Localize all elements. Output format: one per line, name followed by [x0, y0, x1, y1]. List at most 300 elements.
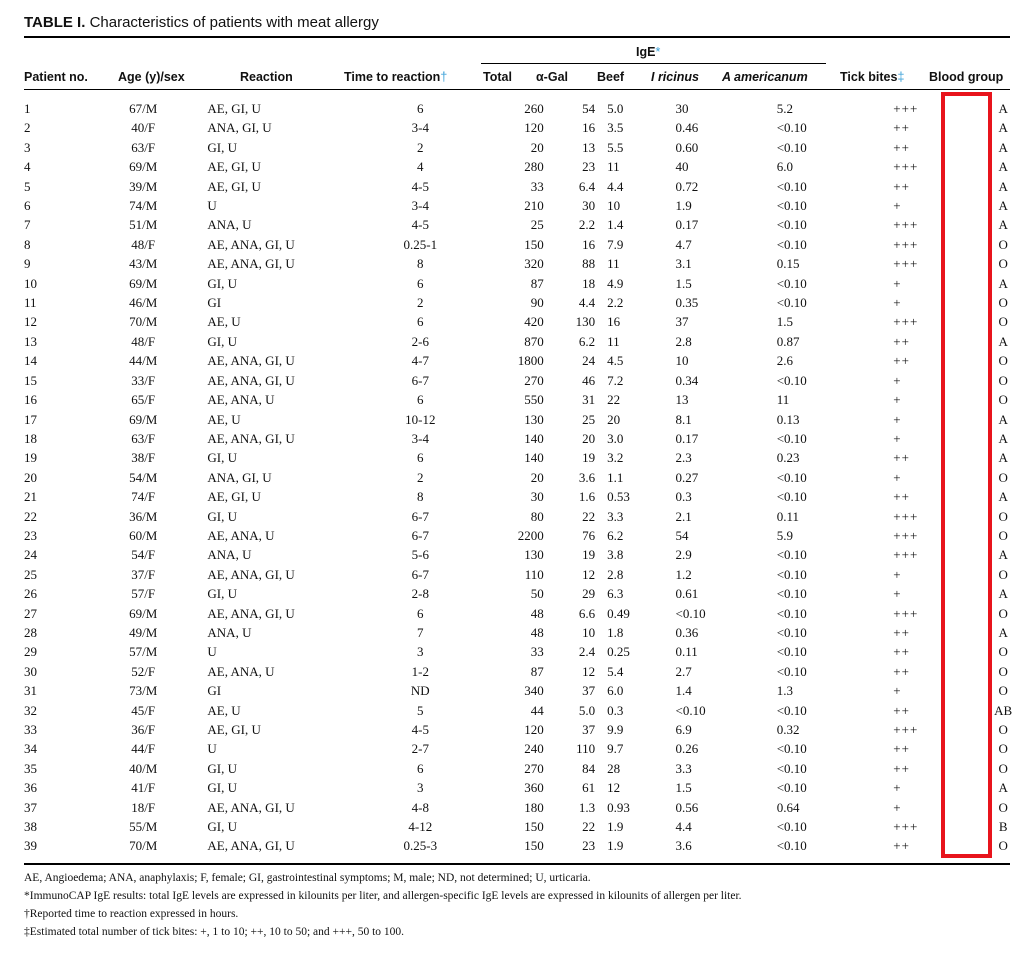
- blood-group-cell: A: [998, 217, 1008, 233]
- aamericanum-cell: <0.10: [776, 372, 807, 388]
- blood-group-cell: A: [998, 198, 1008, 214]
- reaction-cell: AE, ANA, GI, U: [207, 256, 295, 272]
- table-row: [24, 448, 1024, 467]
- table-row: [24, 196, 1024, 215]
- age-sex-cell: 40/M: [129, 760, 158, 776]
- age-sex-cell: 70/M: [129, 314, 158, 330]
- footnote-abbreviations: AE, Angioedema; ANA, anaphylaxis; F, female; GI, gastrointestinal symptoms; M, male; ND, not determined; U, urticaria.: [24, 872, 591, 884]
- reaction-cell: AE, ANA, U: [207, 663, 275, 679]
- aamericanum-cell: <0.10: [776, 644, 807, 660]
- agal-cell: 23: [582, 159, 596, 175]
- col-tick-bites: Tick bites‡: [840, 70, 905, 84]
- tick-bites-cell: +++: [893, 217, 919, 233]
- patient-no-cell: 24: [24, 547, 37, 563]
- reaction-cell: U: [207, 741, 217, 757]
- table-row: [24, 390, 1024, 409]
- beef-cell: 11: [607, 159, 620, 175]
- reaction-cell: AE, ANA, GI, U: [207, 353, 295, 369]
- time-cell: 6-7: [411, 508, 429, 524]
- total-ige-cell: 150: [524, 236, 544, 252]
- iricinus-cell: 3.1: [675, 256, 692, 272]
- time-cell: 4: [417, 159, 424, 175]
- reaction-cell: GI, U: [207, 819, 238, 835]
- footnote-tick-bites: ‡Estimated total number of tick bites: +, 1 to 10; ++, 10 to 50; and +++, 50 to 100.: [24, 926, 405, 938]
- iricinus-cell: 0.61: [675, 586, 699, 602]
- time-cell: 4-5: [411, 722, 429, 737]
- time-cell: 7: [417, 624, 424, 640]
- aamericanum-cell: <0.10: [776, 469, 807, 485]
- blood-group-cell: A: [998, 101, 1008, 116]
- patient-no-cell: 26: [24, 586, 37, 602]
- blood-group-cell: A: [998, 489, 1008, 505]
- aamericanum-cell: 0.32: [776, 722, 800, 737]
- agal-cell: 88: [582, 256, 596, 272]
- blood-group-cell: O: [998, 663, 1008, 679]
- table-row: [24, 235, 1024, 254]
- agal-cell: 24: [582, 353, 596, 369]
- agal-cell: 22: [582, 819, 596, 835]
- aamericanum-cell: 1.3: [776, 683, 793, 699]
- agal-cell: 19: [582, 450, 596, 466]
- reaction-cell: GI, U: [207, 333, 238, 349]
- col-age-sex: Age (y)/sex: [118, 70, 185, 84]
- age-sex-cell: 36/M: [129, 508, 158, 524]
- reaction-cell: AE, GI, U: [207, 178, 261, 194]
- table-row: [24, 798, 1024, 817]
- aamericanum-cell: 5.2: [776, 101, 793, 116]
- blood-group-cell: O: [998, 722, 1008, 737]
- time-cell: 10-12: [405, 411, 436, 427]
- tick-bites-cell: +++: [893, 722, 919, 737]
- beef-cell: 7.9: [607, 236, 624, 252]
- aamericanum-cell: <0.10: [776, 819, 807, 835]
- beef-cell: 2.8: [607, 566, 624, 582]
- tick-bites-cell: ++: [893, 760, 910, 776]
- table-row: [24, 545, 1024, 564]
- beef-cell: 4.4: [607, 178, 624, 194]
- patient-no-cell: 25: [24, 566, 37, 582]
- tick-bites-cell: +++: [893, 819, 919, 835]
- total-ige-cell: 360: [524, 780, 544, 796]
- total-ige-cell: 420: [524, 314, 544, 330]
- iricinus-cell: 0.17: [675, 430, 699, 446]
- time-cell: 6: [417, 760, 424, 776]
- tick-bites-cell: +++: [893, 256, 919, 272]
- total-ige-cell: 210: [524, 198, 544, 214]
- total-ige-cell: 87: [530, 663, 544, 679]
- table-row: [24, 410, 1024, 429]
- total-ige-cell: 110: [524, 566, 544, 582]
- patient-no-cell: 31: [24, 683, 37, 699]
- beef-cell: 1.1: [607, 469, 624, 485]
- tick-bites-cell: +++: [893, 314, 919, 330]
- reaction-cell: AE, ANA, GI, U: [207, 372, 295, 388]
- aamericanum-cell: <0.10: [776, 586, 807, 602]
- patient-no-cell: 3: [24, 139, 31, 155]
- table-row: [24, 642, 1024, 661]
- table-row: [24, 507, 1024, 526]
- agal-cell: 10: [582, 624, 596, 640]
- reaction-cell: U: [207, 198, 217, 214]
- total-ige-cell: 150: [524, 819, 544, 835]
- blood-group-cell: O: [998, 508, 1008, 524]
- blood-group-cell: A: [998, 430, 1008, 446]
- agal-cell: 6.4: [578, 178, 596, 194]
- age-sex-cell: 69/M: [129, 605, 158, 621]
- time-cell: 2-7: [411, 741, 429, 757]
- aamericanum-cell: <0.10: [776, 198, 807, 214]
- beef-cell: 5.5: [607, 139, 624, 155]
- patient-no-cell: 13: [24, 333, 37, 349]
- tick-bites-cell: +: [893, 275, 902, 291]
- iricinus-cell: 0.27: [675, 469, 699, 485]
- blood-group-cell: O: [998, 236, 1008, 252]
- blood-group-cell: O: [998, 353, 1008, 369]
- agal-cell: 61: [582, 780, 596, 796]
- total-ige-cell: 120: [524, 120, 544, 136]
- table-row: [24, 312, 1024, 331]
- agal-cell: 37: [582, 683, 596, 699]
- blood-group-cell: A: [998, 586, 1008, 602]
- time-cell: 6-7: [411, 566, 429, 582]
- agal-cell: 31: [582, 392, 596, 408]
- patient-no-cell: 27: [24, 605, 37, 621]
- table-row: [24, 584, 1024, 603]
- total-ige-cell: 260: [524, 101, 544, 116]
- tick-bites-cell: +: [893, 392, 902, 408]
- aamericanum-cell: <0.10: [776, 741, 807, 757]
- patient-no-cell: 14: [24, 353, 37, 369]
- age-sex-cell: 63/F: [131, 430, 156, 446]
- time-cell: 6: [417, 605, 424, 621]
- time-cell: 4-5: [411, 178, 429, 194]
- blood-group-cell: A: [998, 450, 1008, 466]
- tick-bites-cell: +++: [893, 527, 919, 543]
- tick-bites-cell: +: [893, 683, 902, 699]
- table-row: [24, 254, 1024, 273]
- tick-bites-cell: ++: [893, 489, 910, 505]
- aamericanum-cell: 1.5: [776, 314, 793, 330]
- total-ige-cell: 340: [524, 683, 544, 699]
- blood-group-cell: O: [998, 372, 1008, 388]
- reaction-cell: AE, GI, U: [207, 489, 261, 505]
- table-row: [24, 526, 1024, 545]
- tick-bites-cell: ++: [893, 702, 910, 718]
- table-row: [24, 565, 1024, 584]
- tick-bites-cell: ++: [893, 663, 910, 679]
- time-cell: 3: [417, 780, 424, 796]
- table-label: TABLE I.: [24, 14, 86, 31]
- iricinus-cell: 2.1: [675, 508, 692, 524]
- time-cell: 4-8: [411, 799, 429, 815]
- time-cell: 0.25-3: [403, 838, 438, 854]
- total-ige-cell: 130: [524, 411, 544, 427]
- blood-group-cell: O: [998, 799, 1008, 815]
- table-row: [24, 429, 1024, 448]
- age-sex-cell: 40/F: [131, 120, 156, 136]
- iricinus-cell: 0.26: [675, 741, 699, 757]
- patient-table: [24, 99, 1024, 856]
- agal-cell: 1.6: [578, 489, 596, 505]
- age-sex-cell: 57/F: [131, 586, 156, 602]
- time-cell: 8: [417, 489, 424, 505]
- blood-group-cell: A: [998, 333, 1008, 349]
- age-sex-cell: 63/F: [131, 139, 156, 155]
- age-sex-cell: 41/F: [131, 780, 156, 796]
- blood-group-cell: B: [998, 819, 1008, 835]
- tick-bites-cell: ++: [893, 178, 910, 194]
- iricinus-cell: 0.34: [675, 372, 699, 388]
- patient-no-cell: 33: [24, 722, 37, 737]
- aamericanum-cell: <0.10: [776, 430, 807, 446]
- aamericanum-cell: <0.10: [776, 489, 807, 505]
- patient-no-cell: 34: [24, 741, 37, 757]
- time-cell: 2: [417, 469, 424, 485]
- top-rule: [24, 36, 1010, 38]
- blood-group-cell: O: [998, 838, 1008, 854]
- header-rule: [24, 89, 1010, 90]
- agal-cell: 76: [582, 527, 596, 543]
- blood-group-cell: A: [998, 411, 1008, 427]
- blood-group-cell: A: [998, 275, 1008, 291]
- table-row: [24, 351, 1024, 370]
- iricinus-cell: <0.10: [675, 605, 706, 621]
- blood-group-cell: O: [998, 314, 1008, 330]
- agal-cell: 18: [582, 275, 596, 291]
- iricinus-cell: 4.4: [675, 819, 692, 835]
- beef-cell: 6.2: [607, 527, 624, 543]
- reaction-cell: AE, ANA, GI, U: [207, 799, 295, 815]
- beef-cell: 3.5: [607, 120, 624, 136]
- patient-no-cell: 38: [24, 819, 37, 835]
- age-sex-cell: 57/M: [129, 644, 158, 660]
- beef-cell: 1.8: [607, 624, 624, 640]
- time-cell: 6: [417, 392, 424, 408]
- patient-no-cell: 9: [24, 256, 31, 272]
- table-row: [24, 138, 1024, 157]
- agal-cell: 12: [582, 566, 596, 582]
- patient-no-cell: 22: [24, 508, 37, 524]
- blood-group-highlight: [941, 92, 992, 858]
- iricinus-cell: 0.3: [675, 489, 692, 505]
- aamericanum-cell: <0.10: [776, 760, 807, 776]
- total-ige-cell: 1800: [517, 353, 544, 369]
- patient-no-cell: 7: [24, 217, 31, 233]
- iricinus-cell: 1.9: [675, 198, 692, 214]
- agal-cell: 54: [582, 101, 596, 116]
- reaction-cell: AE, ANA, GI, U: [207, 430, 295, 446]
- time-cell: 4-5: [411, 217, 429, 233]
- beef-cell: 12: [607, 780, 621, 796]
- total-ige-cell: 180: [524, 799, 544, 815]
- tick-bites-cell: +++: [893, 547, 919, 563]
- col-iricinus: I ricinus: [651, 70, 699, 84]
- aamericanum-cell: <0.10: [776, 139, 807, 155]
- age-sex-cell: 74/F: [131, 489, 156, 505]
- age-sex-cell: 54/M: [129, 469, 158, 485]
- reaction-cell: AE, ANA, U: [207, 392, 275, 408]
- age-sex-cell: 55/M: [129, 819, 158, 835]
- agal-cell: 16: [582, 236, 596, 252]
- time-cell: ND: [410, 683, 430, 699]
- patient-no-cell: 8: [24, 236, 31, 252]
- reaction-cell: ANA, U: [207, 624, 252, 640]
- agal-cell: 2.2: [578, 217, 596, 233]
- age-sex-cell: 18/F: [131, 799, 156, 815]
- aamericanum-cell: <0.10: [776, 120, 807, 136]
- agal-cell: 130: [575, 314, 596, 330]
- age-sex-cell: 46/M: [129, 295, 158, 311]
- blood-group-cell: A: [998, 624, 1008, 640]
- agal-cell: 37: [582, 722, 596, 737]
- patient-no-cell: 37: [24, 799, 37, 815]
- total-ige-cell: 33: [530, 178, 544, 194]
- table-row: [24, 662, 1024, 681]
- beef-cell: 22: [607, 392, 621, 408]
- blood-group-cell: AB: [994, 702, 1013, 718]
- agal-cell: 22: [582, 508, 596, 524]
- agal-cell: 3.6: [578, 469, 596, 485]
- total-ige-cell: 25: [530, 217, 544, 233]
- reaction-cell: AE, GI, U: [207, 159, 261, 175]
- aamericanum-cell: <0.10: [776, 605, 807, 621]
- tick-bites-cell: +++: [893, 101, 919, 116]
- beef-cell: 0.3: [607, 702, 624, 718]
- beef-cell: 28: [607, 760, 621, 776]
- iricinus-cell: 1.4: [675, 683, 692, 699]
- blood-group-cell: O: [998, 741, 1008, 757]
- tick-bites-cell: +: [893, 198, 902, 214]
- table-row: [24, 759, 1024, 778]
- iricinus-cell: 1.5: [675, 275, 692, 291]
- beef-cell: 6.3: [607, 586, 624, 602]
- iricinus-cell: 54: [675, 527, 689, 543]
- beef-cell: 20: [607, 411, 621, 427]
- aamericanum-cell: <0.10: [776, 178, 807, 194]
- tick-bites-cell: ++: [893, 624, 910, 640]
- patient-no-cell: 23: [24, 527, 37, 543]
- patient-no-cell: 19: [24, 450, 37, 466]
- tick-bites-cell: ++: [893, 139, 910, 155]
- time-cell: 2: [417, 139, 424, 155]
- total-ige-cell: 550: [524, 392, 544, 408]
- iricinus-cell: 13: [675, 392, 689, 408]
- aamericanum-cell: <0.10: [776, 663, 807, 679]
- aamericanum-cell: <0.10: [776, 780, 807, 796]
- time-cell: 0.25-1: [403, 236, 438, 252]
- footnote-ige: *ImmunoCAP IgE results: total IgE levels are expressed in kilounits per liter, and allergen-specific IgE levels are expressed in kilounits of allergen per liter.: [24, 890, 742, 902]
- time-cell: 6-7: [411, 527, 429, 543]
- reaction-cell: AE, ANA, U: [207, 527, 275, 543]
- patient-no-cell: 36: [24, 780, 37, 796]
- patient-no-cell: 28: [24, 624, 37, 640]
- bottom-rule: [24, 863, 1010, 865]
- age-sex-cell: 36/F: [131, 722, 156, 737]
- iricinus-cell: 1.5: [675, 780, 692, 796]
- tick-bites-cell: +++: [893, 236, 919, 252]
- iricinus-cell: 1.2: [675, 566, 692, 582]
- agal-cell: 23: [582, 838, 596, 854]
- table-row: [24, 177, 1024, 196]
- tick-bites-cell: +: [893, 586, 902, 602]
- beef-cell: 10: [607, 198, 621, 214]
- patient-no-cell: 30: [24, 663, 37, 679]
- time-cell: 5: [417, 702, 424, 718]
- iricinus-cell: 0.60: [675, 139, 699, 155]
- reaction-cell: GI, U: [207, 450, 238, 466]
- patient-no-cell: 20: [24, 469, 37, 485]
- total-ige-cell: 44: [530, 702, 544, 718]
- iricinus-cell: 30: [675, 101, 689, 116]
- patient-no-cell: 15: [24, 372, 37, 388]
- table-row: [24, 274, 1024, 293]
- beef-cell: 9.9: [607, 722, 624, 737]
- table-row: [24, 720, 1024, 739]
- aamericanum-cell: <0.10: [776, 566, 807, 582]
- beef-cell: 0.53: [607, 489, 630, 505]
- patient-no-cell: 39: [24, 838, 37, 854]
- total-ige-cell: 90: [530, 295, 544, 311]
- table-row: [24, 836, 1024, 855]
- beef-cell: 6.0: [607, 683, 624, 699]
- footnote-time: †Reported time to reaction expressed in hours.: [24, 908, 239, 920]
- patient-no-cell: 10: [24, 275, 37, 291]
- reaction-cell: AE, U: [207, 702, 241, 718]
- agal-cell: 12: [582, 663, 596, 679]
- reaction-cell: AE, ANA, GI, U: [207, 566, 295, 582]
- agal-cell: 5.0: [578, 702, 596, 718]
- iricinus-cell: 3.3: [675, 760, 692, 776]
- total-ige-cell: 270: [524, 372, 544, 388]
- agal-cell: 19: [582, 547, 596, 563]
- aamericanum-cell: 5.9: [776, 527, 793, 543]
- total-ige-cell: 48: [530, 605, 544, 621]
- tick-bites-cell: ++: [893, 741, 910, 757]
- iricinus-cell: 0.17: [675, 217, 699, 233]
- iricinus-cell: <0.10: [675, 702, 706, 718]
- tick-bites-cell: ++: [893, 333, 910, 349]
- reaction-cell: AE, GI, U: [207, 722, 261, 737]
- table-row: [24, 332, 1024, 351]
- age-sex-cell: 74/M: [129, 198, 158, 214]
- agal-cell: 4.4: [578, 295, 596, 311]
- agal-cell: 84: [582, 760, 596, 776]
- reaction-cell: AE, ANA, GI, U: [207, 838, 295, 854]
- total-ige-cell: 130: [524, 547, 544, 563]
- iricinus-cell: 40: [675, 159, 689, 175]
- blood-group-cell: O: [998, 605, 1008, 621]
- reaction-cell: U: [207, 644, 217, 660]
- table-row: [24, 157, 1024, 176]
- patient-no-cell: 1: [24, 101, 31, 116]
- patient-no-cell: 2: [24, 120, 31, 136]
- aamericanum-cell: <0.10: [776, 275, 807, 291]
- agal-cell: 46: [582, 372, 596, 388]
- time-cell: 2: [417, 295, 424, 311]
- tick-bites-cell: +++: [893, 159, 919, 175]
- col-aamericanum: A americanum: [722, 70, 808, 84]
- iricinus-cell: 0.11: [675, 644, 698, 660]
- beef-cell: 1.4: [607, 217, 624, 233]
- beef-cell: 2.2: [607, 295, 624, 311]
- col-time: Time to reaction†: [344, 70, 448, 84]
- time-cell: 6: [417, 314, 424, 330]
- iricinus-cell: 2.9: [675, 547, 692, 563]
- patient-table-body: [24, 99, 1024, 856]
- age-sex-cell: 49/M: [129, 624, 158, 640]
- blood-group-cell: O: [998, 644, 1008, 660]
- beef-cell: 0.93: [607, 799, 630, 815]
